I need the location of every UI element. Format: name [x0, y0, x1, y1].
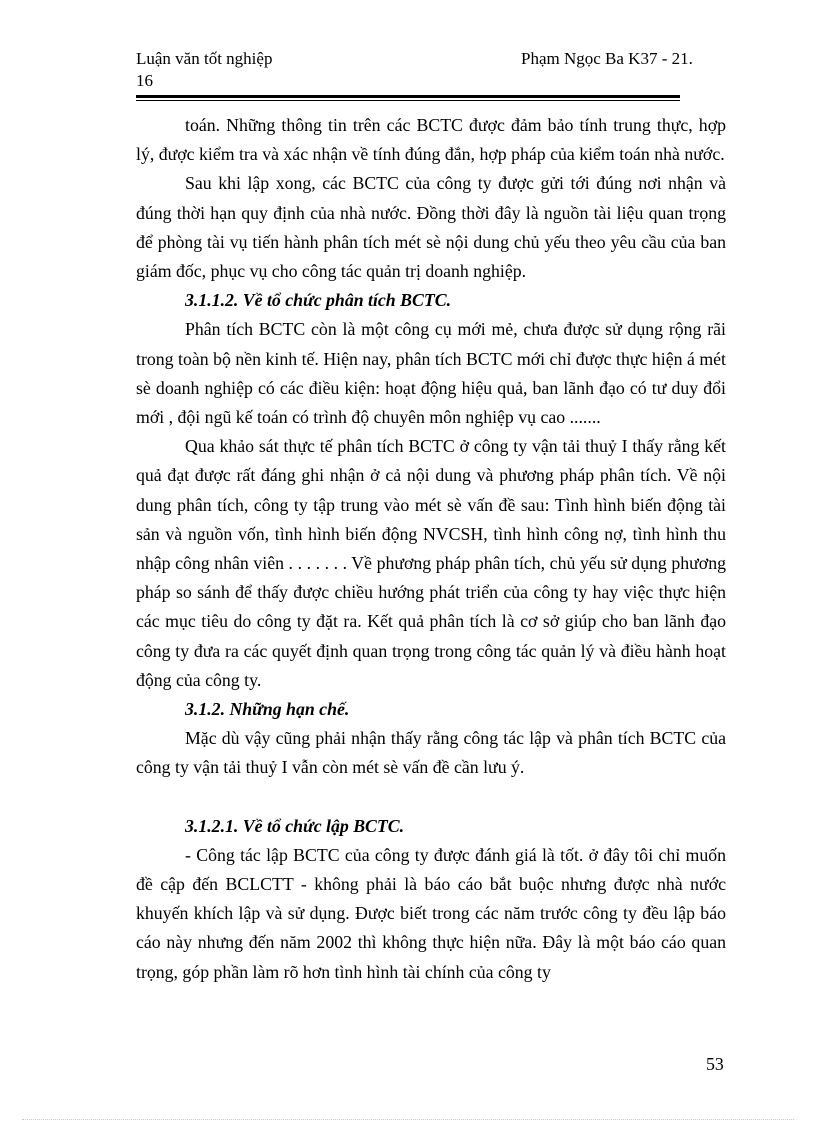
page-bottom-border — [22, 1119, 794, 1120]
header-title: Luận văn tốt nghiệp — [136, 49, 273, 68]
heading-3-1-2: 3.1.2. Những hạn chế. — [185, 699, 350, 720]
paragraph-2: Sau khi lập xong, các BCTC của công ty được gửi tới đúng nơi nhận và đúng thời hạn quy định của nhà nước. Đồng thời đây là nguồn tài liệu quan trọng để phòng tài vụ tiến hành phân tích mét sè nội dung chủ yếu theo yêu cầu của ban giám đốc, phục vụ cho công tác quản trị doanh nghiệp. — [136, 173, 726, 282]
paragraph-5: Mặc dù vậy cũng phải nhận thấy rằng công tác lập và phân tích BCTC của công ty vận tải thuỷ I vẫn còn mét sè vấn đề cần lưu ý. — [136, 728, 726, 778]
header-number: 16 — [136, 71, 153, 90]
paragraph-1: toán. Những thông tin trên các BCTC được đảm bảo tính trung thực, hợp lý, được kiểm tra và xác nhận về tính đúng đắn, hợp pháp của kiểm toán nhà nước. — [136, 115, 726, 165]
paragraph-4: Qua khảo sát thực tế phân tích BCTC ở công ty vận tải thuỷ I thấy rằng kết quả đạt được rất đáng ghi nhận ở cả nội dung và phương pháp phân tích. Về nội dung phân tích, công ty tập trung vào mét sè vấn đề sau: Tình hình biến động tài sản và nguồn vốn, tình hình biến động NVCSH, tình hình công nợ, tình hình thu nhập công nhân viên . . . . . . . Về phương pháp phân tích, chủ yếu sử dụng phương pháp so sánh để thấy được chiều hướng phát triển của công ty hay việc thực hiện các mục tiêu do công ty đặt ra. Kết quả phân tích là cơ sở giúp cho ban lãnh đạo công ty đưa ra các quyết định quan trọng trong công tác quản lý và điều hành hoạt động của công ty. — [136, 436, 726, 690]
header-author: Phạm Ngọc Ba K37 - 21. — [521, 49, 693, 68]
paragraph-6: - Công tác lập BCTC của công ty được đánh giá là tốt. ở đây tôi chỉ muốn đề cập đến BCLCTT - không phải là báo cáo bắt buộc nhưng được nhà nước khuyến khích lập và sử dụng. Được biết trong các năm trước công ty đều lập báo cáo này nhưng đến năm 2002 thì không thực hiện nữa. Đây là một báo cáo quan trọng, góp phần làm rõ hơn tình hình tài chính của công ty — [136, 844, 726, 982]
heading-3-1-2-1: 3.1.2.1. Về tổ chức lập BCTC. — [185, 815, 405, 836]
header-rule-thick — [136, 95, 680, 98]
header-rule-thin — [136, 100, 680, 101]
body-text — [136, 111, 726, 987]
spacer — [136, 783, 726, 812]
page-number: 53 — [706, 1054, 724, 1074]
heading-3-1-1-2: 3.1.1.2. Về tổ chức phân tích BCTC. — [185, 290, 452, 311]
paragraph-3: Phân tích BCTC còn là một công cụ mới mẻ, chưa được sử dụng rộng rãi trong toàn bộ nền kinh tế. Hiện nay, phân tích BCTC mới chỉ được thực hiện á mét sè doanh nghiệp có các điều kiện: hoạt động hiệu quả, ban lãnh đạo có tư duy đổi mới , đội ngũ kế toán có trình độ chuyên môn nghiệp vụ cao ....... — [136, 319, 726, 428]
